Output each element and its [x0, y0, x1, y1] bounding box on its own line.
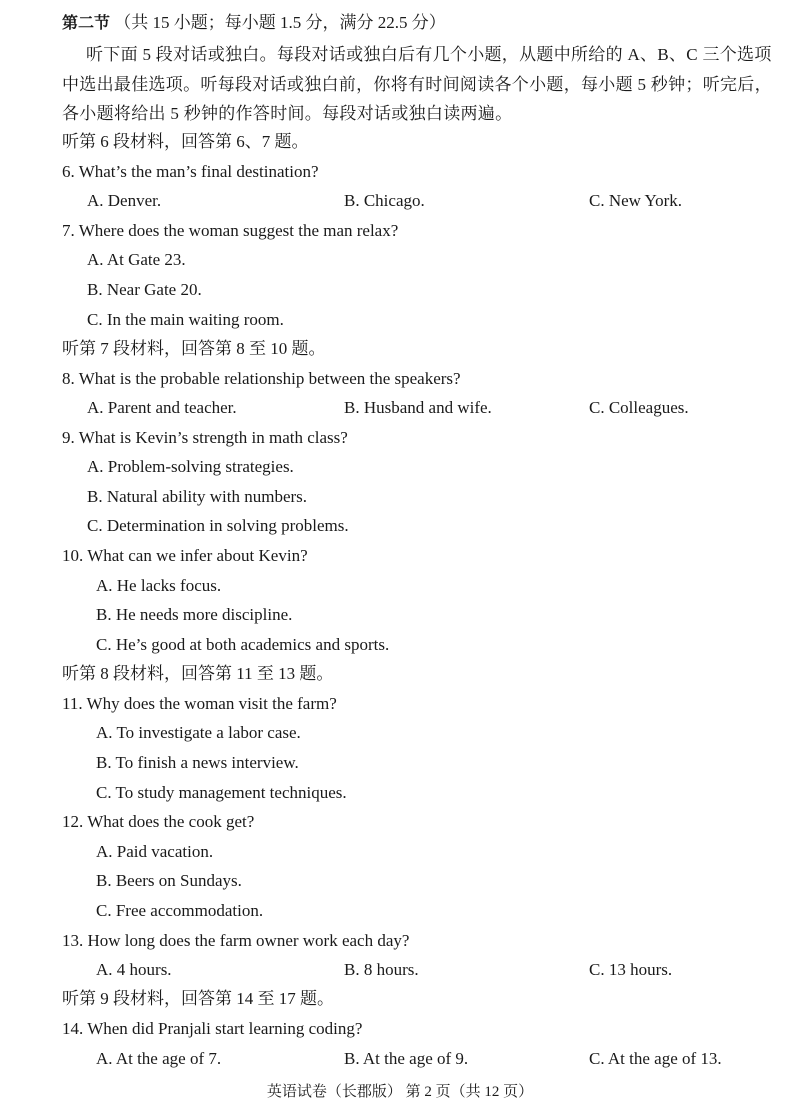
option-c: C. At the age of 13. — [589, 1049, 722, 1068]
section-instructions: 听下面 5 段对话或独白。每段对话或独白后有几个小题，从题中所给的 A、B、C 三个选项中选出最佳选项。听每段对话或独白前，你将有时间阅读各个小题，每小题 5 秒钟；听完后，各小题将给出 5 秒钟的作答时间。每段对话或独白读两遍。 — [62, 45, 772, 124]
option-c: C. Free accommodation. — [96, 901, 264, 920]
option-row — [0, 1048, 800, 1070]
group-intro: 听第 9 段材料，回答第 14 至 17 题。 — [62, 989, 334, 1008]
option-a: A. Parent and teacher. — [87, 398, 237, 417]
question-stem: 10. What can we infer about Kevin? — [62, 546, 308, 565]
option-b: B. To finish a news interview. — [96, 753, 299, 772]
question-stem: 7. Where does the woman suggest the man relax? — [62, 221, 399, 240]
group-intro: 听第 7 段材料，回答第 8 至 10 题。 — [62, 339, 326, 358]
option-b: B. Chicago. — [344, 191, 425, 210]
section-scoring: （共 15 小题；每小题 1.5 分，满分 22.5 分） — [114, 13, 446, 32]
option-b: B. At the age of 9. — [344, 1049, 469, 1068]
section-header — [62, 12, 446, 34]
option-a: A. He lacks focus. — [96, 576, 222, 595]
option-a: A. At the age of 7. — [96, 1049, 222, 1068]
question-stem: 12. What does the cook get? — [62, 812, 255, 831]
option-a: A. Problem-solving strategies. — [87, 457, 294, 476]
option-b: B. He needs more discipline. — [96, 605, 293, 624]
group-intro: 听第 6 段材料，回答第 6、7 题。 — [62, 132, 309, 151]
option-b: B. Near Gate 20. — [87, 280, 202, 299]
option-b: B. 8 hours. — [344, 960, 419, 979]
option-c: C. To study management techniques. — [96, 783, 347, 802]
option-a: A. Paid vacation. — [96, 842, 214, 861]
group-intro: 听第 8 段材料，回答第 11 至 13 题。 — [62, 664, 334, 683]
option-a: A. To investigate a labor case. — [96, 723, 301, 742]
option-c: C. 13 hours. — [589, 960, 673, 979]
option-b: B. Beers on Sundays. — [96, 871, 242, 890]
option-c: C. He’s good at both academics and sports. — [96, 635, 390, 654]
section-title: 第二节 — [62, 13, 111, 32]
question-stem: 13. How long does the farm owner work each day? — [62, 931, 410, 950]
option-row — [0, 190, 800, 212]
question-stem: 11. Why does the woman visit the farm? — [62, 694, 337, 713]
option-c: C. New York. — [589, 191, 683, 210]
question-stem: 14. When did Pranjali start learning coding? — [62, 1019, 363, 1038]
option-c: C. Colleagues. — [589, 398, 689, 417]
question-stem: 9. What is Kevin’s strength in math class? — [62, 428, 348, 447]
page-footer: 英语试卷（长郡版） 第 2 页（共 12 页） — [266, 1084, 534, 1100]
option-row — [0, 397, 800, 419]
option-c: C. In the main waiting room. — [87, 310, 284, 329]
option-row — [0, 959, 800, 981]
question-stem: 8. What is the probable relationship between the speakers? — [62, 369, 461, 388]
option-a: A. 4 hours. — [96, 960, 172, 979]
option-b: B. Husband and wife. — [344, 398, 492, 417]
option-a: A. Denver. — [87, 191, 162, 210]
option-c: C. Determination in solving problems. — [87, 516, 349, 535]
option-b: B. Natural ability with numbers. — [87, 487, 308, 506]
question-stem: 6. What’s the man’s final destination? — [62, 162, 319, 181]
option-a: A. At Gate 23. — [87, 250, 186, 269]
